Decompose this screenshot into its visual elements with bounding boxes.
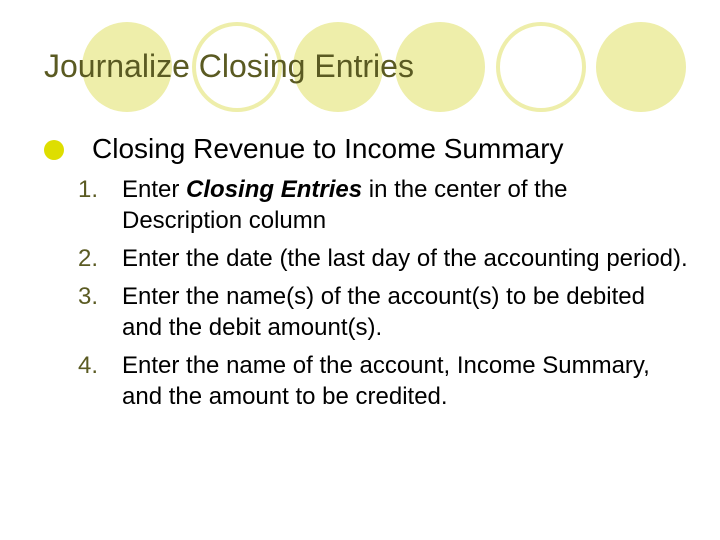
step-item — [78, 243, 688, 274]
bullet-heading: Closing Revenue to Income Summary — [92, 133, 564, 164]
step-text: Enter the date (the last day of the accounting period). — [122, 245, 688, 272]
step-item — [78, 350, 688, 412]
step-text-after: in the center of the Description column — [122, 176, 568, 234]
bullet-icon — [44, 140, 64, 160]
step-number: 3. — [78, 283, 99, 310]
step-number: 2. — [78, 245, 99, 272]
decor-circle-6 — [596, 22, 686, 112]
step-text: Enter the name of the account, Income Summary, and the amount to be credited. — [122, 352, 650, 410]
step-text-before: Enter — [122, 176, 187, 203]
slide-title: Journalize Closing Entries — [44, 48, 414, 84]
step-number: 1. — [78, 176, 99, 203]
step-item — [78, 281, 688, 343]
step-number: 4. — [78, 352, 99, 379]
steps-list — [78, 174, 688, 419]
step-item — [78, 174, 688, 236]
step-emphasis: Closing Entries — [186, 176, 363, 203]
decor-circle-5 — [496, 22, 586, 112]
step-text: Enter the name(s) of the account(s) to be debited and the debit amount(s). — [122, 283, 645, 341]
